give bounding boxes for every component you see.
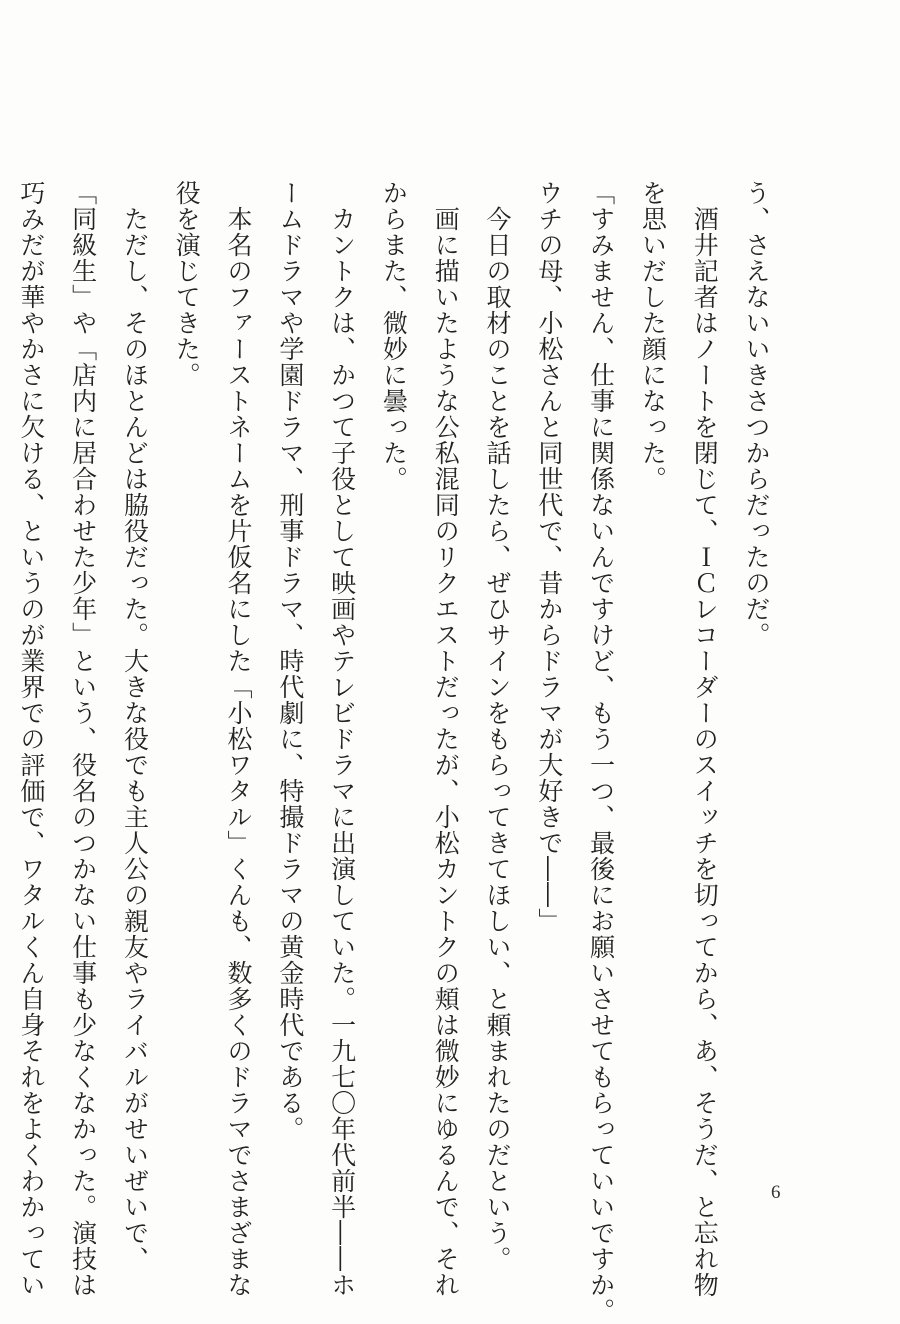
text-line: ウチの母、小松さんと同世代で、昔からドラマが大好きで――」	[534, 180, 564, 934]
text-line	[0, 180, 5, 1180]
page-number: 6	[771, 1182, 781, 1203]
vertical-text-body	[16, 180, 782, 1324]
text-line: 「同級生」や「店内に居合わせた少年」という、役名のつかない仕事も少なくなかった。演技は	[68, 180, 98, 1298]
text-line: からまた、微妙に曇った。	[379, 180, 409, 492]
text-line: 巧みだが華やかさに欠ける、というのが業界での評価で、ワタルくん自身それをよくわかってい	[16, 180, 46, 1298]
text-line: カントクは、かつて子役として映画やテレビドラマに出演していた。一九七〇年代前半――ホ	[327, 180, 357, 1298]
text-line: 役を演じてきた。	[172, 180, 202, 388]
text-line: を思いだした顔になった。	[638, 180, 668, 492]
text-line: 画に描いたような公私混同のリクエストだったが、小松カントクの頬は微妙にゆるんで、それ	[431, 180, 461, 1298]
text-line: 今日の取材のことを話したら、ぜひサインをもらってきてほしい、と頼まれたのだという。	[483, 180, 513, 1272]
text-line: 酒井記者はノートを閉じて、ＩＣレコーダーのスイッチを切ってから、あ、そうだ、と忘れ物	[690, 180, 720, 1298]
text-line: 本名のファーストネームを片仮名にした「小松ワタル」くんも、数多くのドラマでさまざまな	[224, 180, 254, 1298]
text-line: ームドラマや学園ドラマ、刑事ドラマ、時代劇に、特撮ドラマの黄金時代である。	[275, 180, 305, 1142]
text-line: う、さえないいきさつからだったのだ。	[742, 180, 771, 648]
text-line: ただし、そのほとんどは脇役だった。大きな役でも主人公の親友やライバルがせいぜいで、	[120, 180, 150, 1272]
text-line: 「すみません、仕事に関係ないんですけど、もう一つ、最後にお願いさせてもらっていいですか。	[586, 180, 616, 1324]
